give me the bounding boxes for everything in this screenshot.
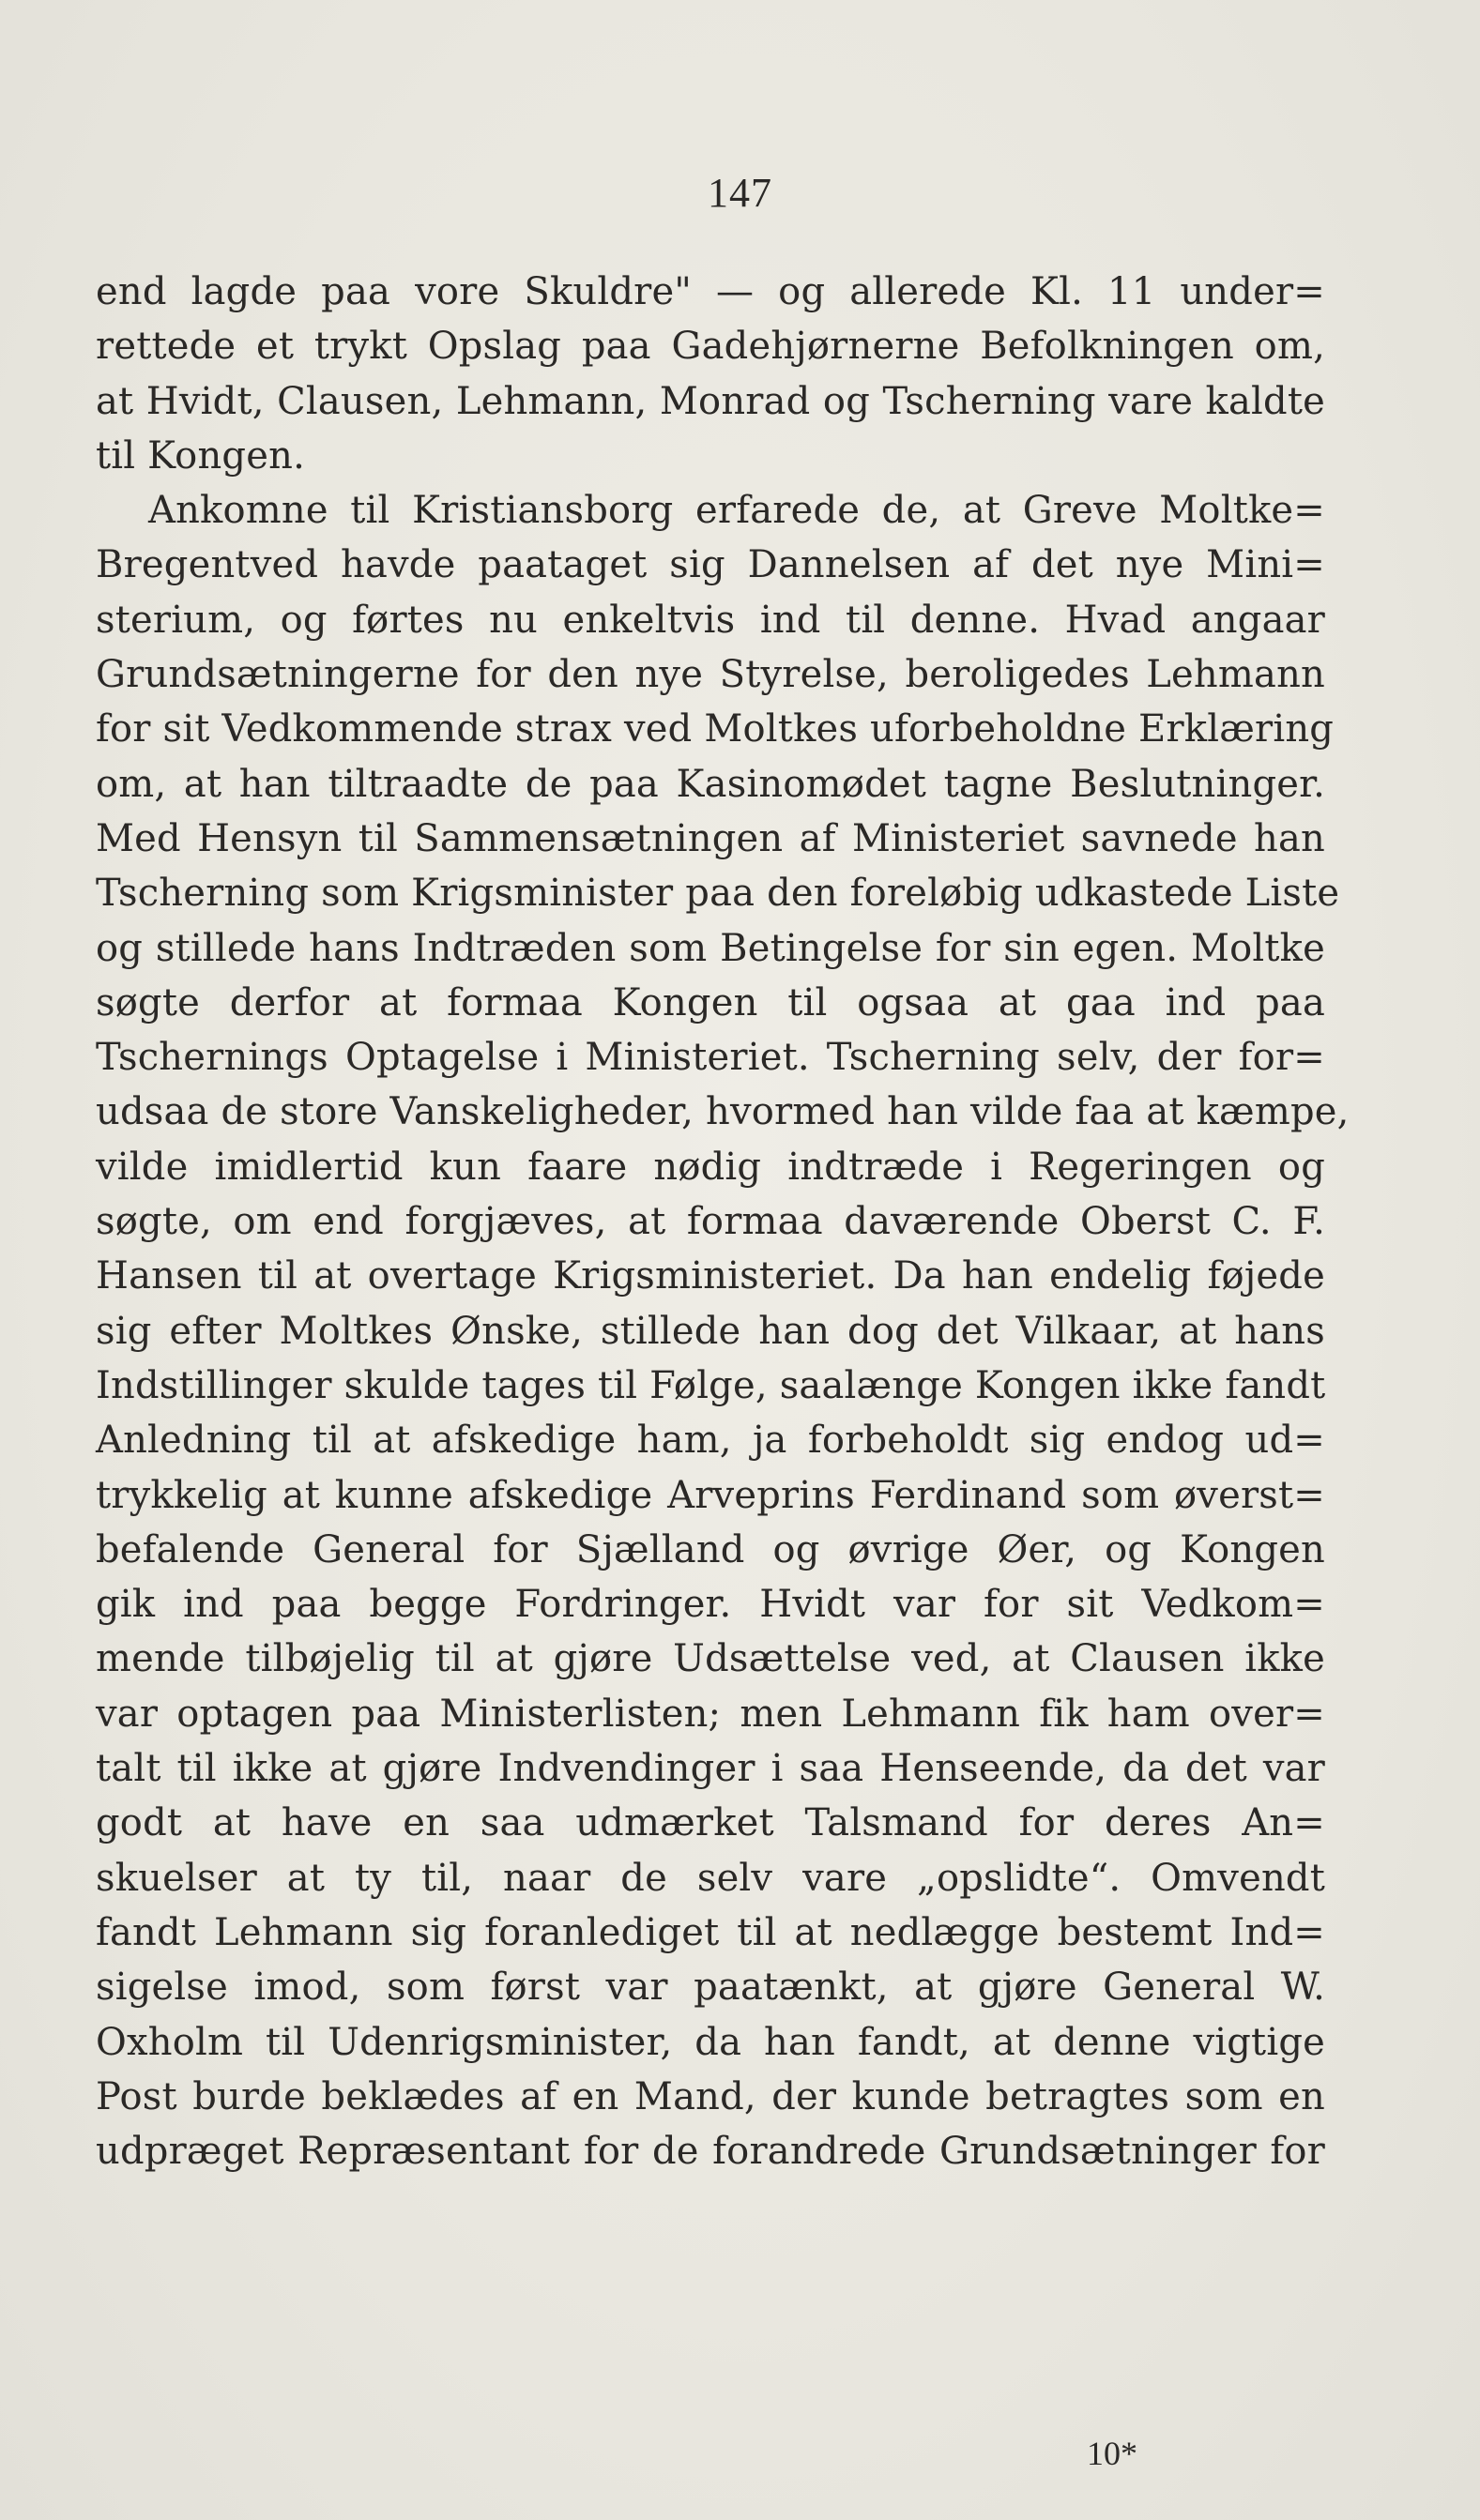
text-line: rettede et trykt Opslag paa Gadehjørnerne Befolkningen om,: [96, 325, 1325, 369]
text-line: for sit Vedkommende strax ved Moltkes uforbeholdne Erklæring: [96, 707, 1335, 751]
text-line: talt til ikke at gjøre Indvendinger i saa Henseende, da det var: [96, 1747, 1325, 1791]
text-line: Anledning til at afskedige ham, ja forbeholdt sig endog ud=: [96, 1419, 1325, 1463]
text-line: sterium, og førtes nu enkeltvis ind til denne. Hvad angaar: [96, 598, 1325, 642]
text-line: fandt Lehmann sig foranlediget til at nedlægge bestemt Ind=: [96, 1910, 1325, 1954]
text-line: Tschernings Optagelse i Ministeriet. Tscherning selv, der for=: [96, 1036, 1325, 1080]
text-line: mende tilbøjelig til at gjøre Udsættelse ved, at Clausen ikke: [96, 1637, 1325, 1681]
text-line: om, at han tiltraadte de paa Kasinomødet tagne Beslutninger.: [96, 762, 1325, 806]
text-line: Bregentved havde paataget sig Dannelsen af det nye Mini=: [96, 543, 1325, 587]
text-line: sig efter Moltkes Ønske, stillede han dog det Vilkaar, at hans: [96, 1309, 1325, 1353]
text-line: Hansen til at overtage Krigsministeriet. Da han endelig føjede: [96, 1254, 1325, 1298]
text-line: Grundsætningerne for den nye Styrelse, beroligedes Lehmann: [96, 653, 1325, 697]
signature-mark: 10*: [1087, 2435, 1137, 2472]
body-text: [96, 265, 1350, 2178]
text-line: udpræget Repræsentant for de forandrede Grundsætninger for: [96, 2130, 1325, 2174]
text-line: Ankomne til Kristiansborg erfarede de, at Greve Moltke=: [148, 489, 1325, 533]
text-line: og stillede hans Indtræden som Betingelse for sin egen. Moltke: [96, 926, 1325, 970]
text-line: gik ind paa begge Fordringer. Hvidt var for sit Vedkom=: [96, 1583, 1325, 1627]
text-line: Indstillinger skulde tages til Følge, saalænge Kongen ikke fandt: [96, 1363, 1326, 1407]
page-number: 147: [708, 170, 772, 216]
text-line: skuelser at ty til, naar de selv vare „opslidte“. Omvendt: [96, 1856, 1325, 1900]
text-line: at Hvidt, Clausen, Lehmann, Monrad og Tscherning vare kaldte: [96, 379, 1325, 423]
text-line: vilde imidlertid kun faare nødig indtræde i Regeringen og: [96, 1145, 1325, 1189]
text-line: befalende General for Sjælland og øvrige Øer, og Kongen: [96, 1527, 1325, 1571]
text-line: godt at have en saa udmærket Talsmand for deres An=: [96, 1801, 1325, 1845]
text-line: udsaa de store Vanskeligheder, hvormed han vilde faa at kæmpe,: [96, 1090, 1350, 1134]
text-line: Med Hensyn til Sammensætningen af Ministeriet savnede han: [96, 816, 1325, 860]
text-line: til Kongen.: [96, 433, 305, 478]
text-line: Oxholm til Udenrigsminister, da han fandt, at denne vigtige: [96, 2020, 1325, 2064]
text-line: Post burde beklædes af en Mand, der kunde betragtes som en: [96, 2074, 1325, 2118]
text-line: søgte derfor at formaa Kongen til ogsaa at gaa ind paa: [96, 980, 1325, 1025]
text-line: end lagde paa vore Skuldre" — og allerede Kl. 11 under=: [96, 270, 1325, 313]
text-line: søgte, om end forgjæves, at formaa daværende Oberst C. F.: [96, 1200, 1325, 1244]
text-line: sigelse imod, som først var paatænkt, at gjøre General W.: [96, 1966, 1325, 2010]
text-line: Tscherning som Krigsminister paa den foreløbig udkastede Liste: [96, 872, 1340, 916]
text-line: var optagen paa Ministerlisten; men Lehmann fik ham over=: [96, 1692, 1325, 1736]
text-line: trykkelig at kunne afskedige Arveprins Ferdinand som øverst=: [96, 1473, 1325, 1517]
